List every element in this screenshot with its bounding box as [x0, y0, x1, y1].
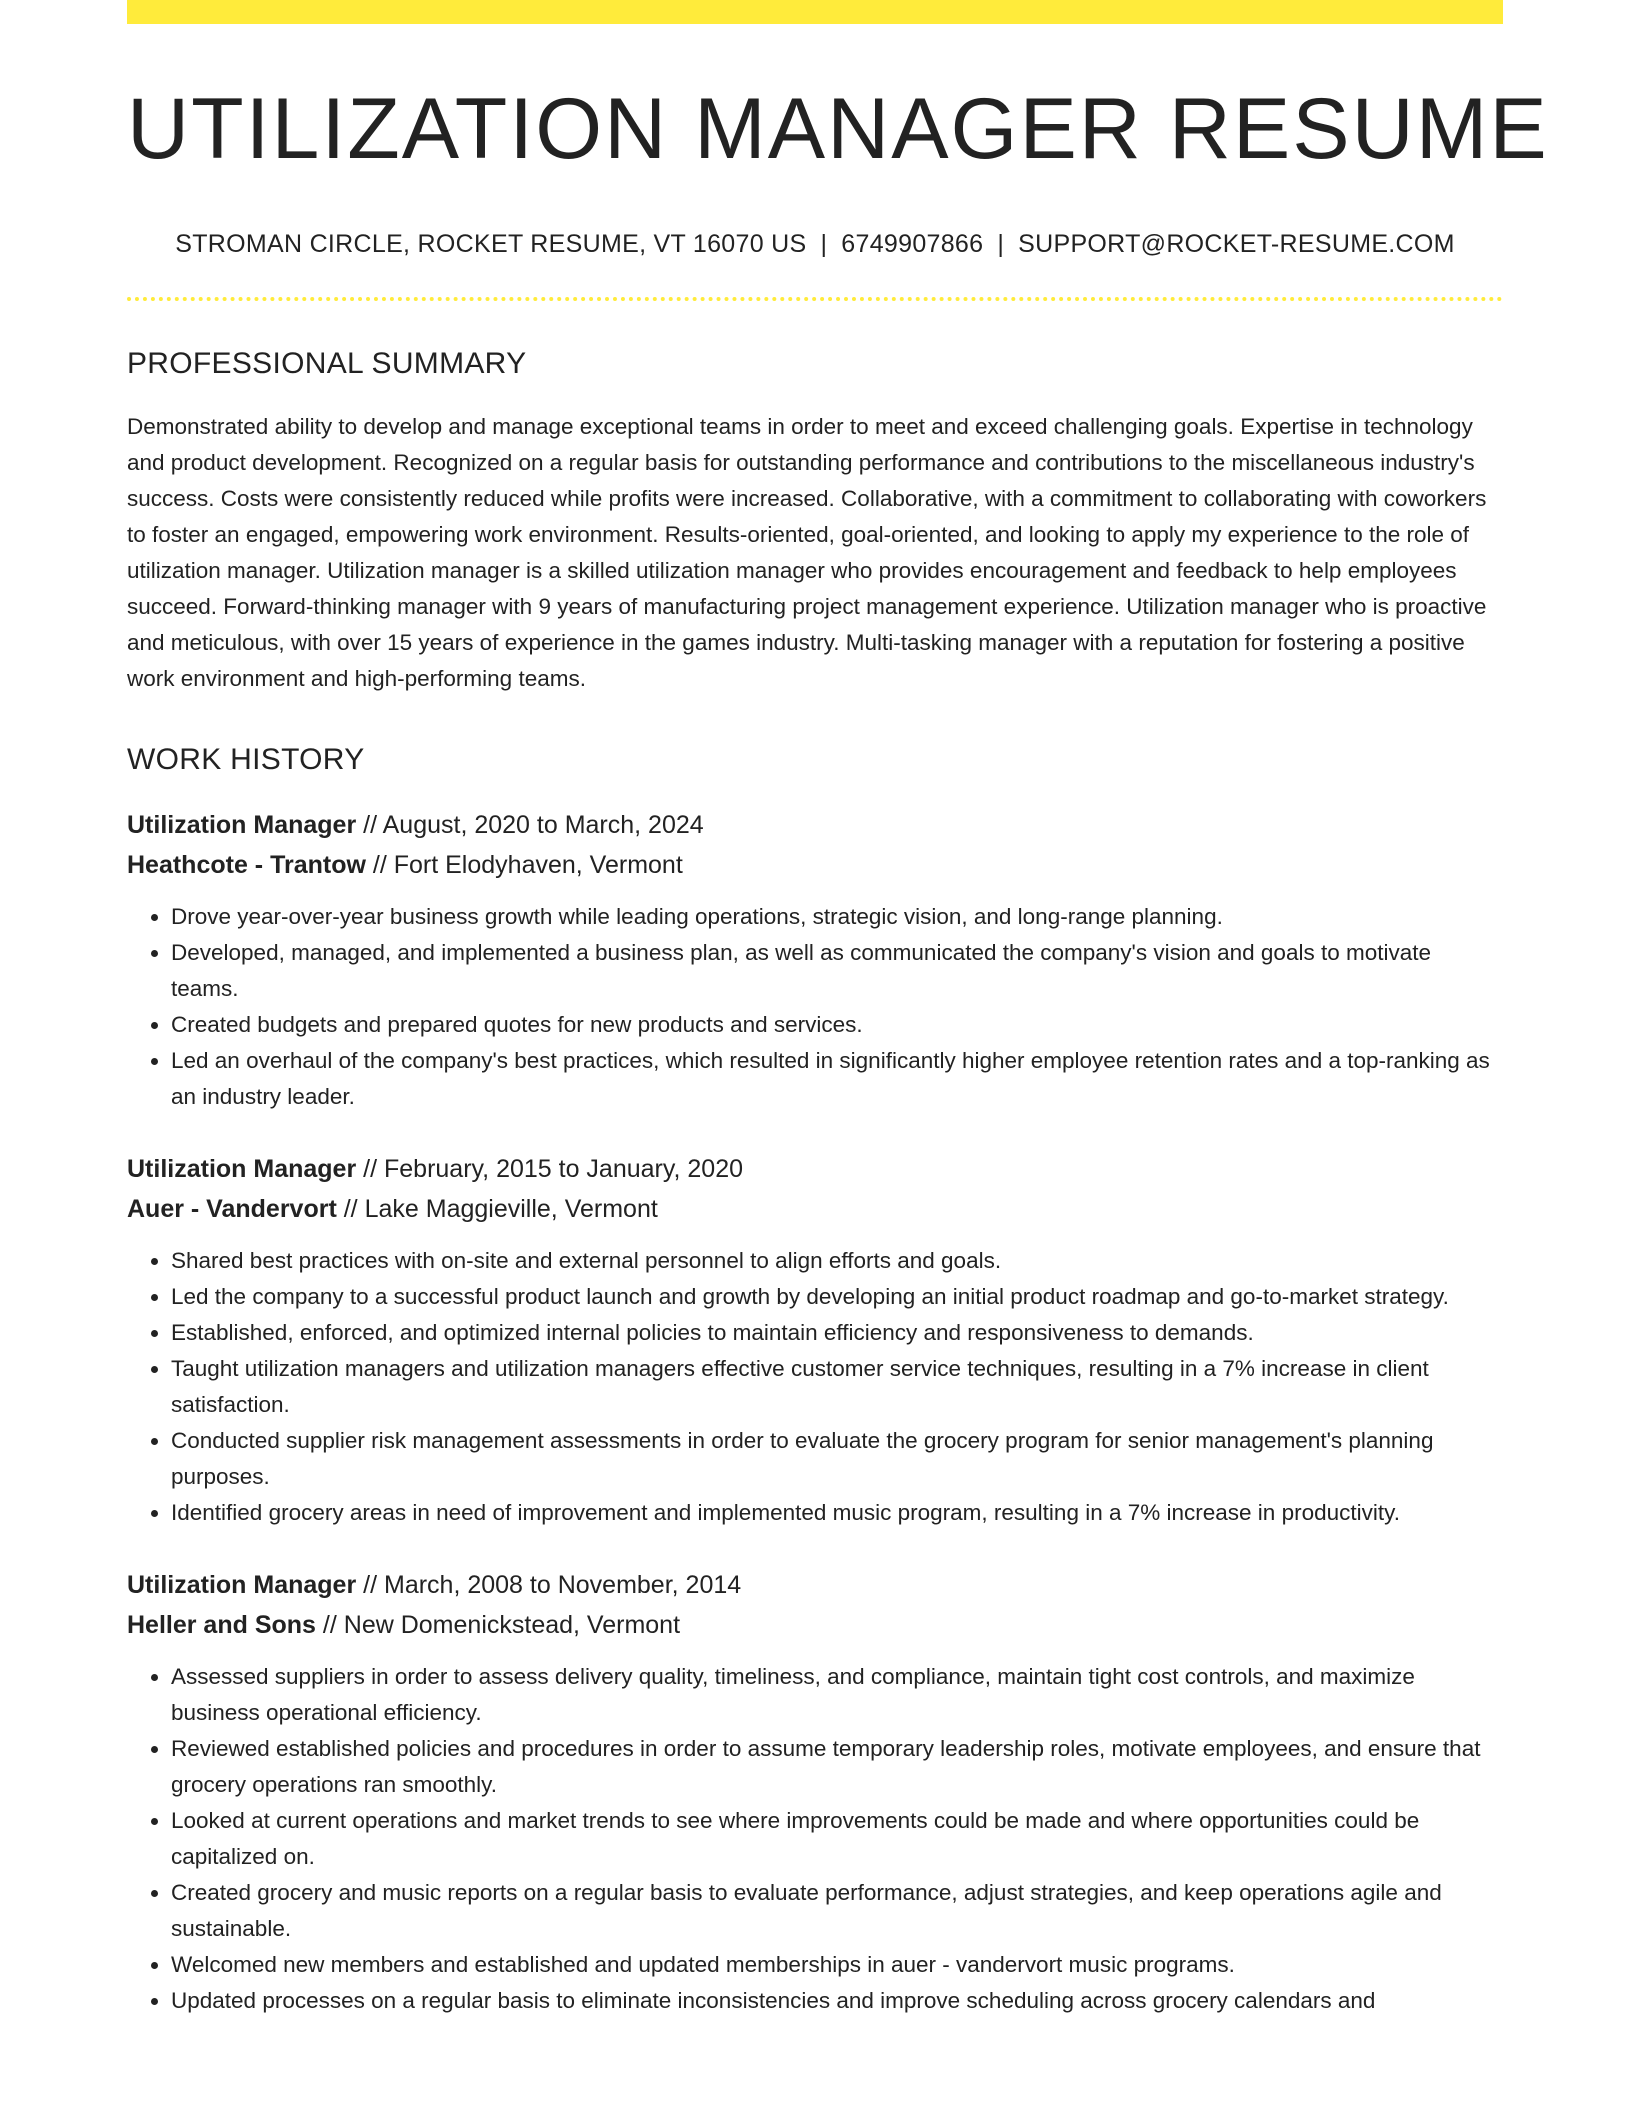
job-separator: //: [322, 1610, 337, 1639]
contact-separator: |: [997, 229, 1005, 258]
job-bullet: • Led the company to a successful product launch and growth by developing an initial product roadmap and go-to-market strategy.: [171, 1279, 1503, 1315]
job-bullet: • Conducted supplier risk management assessments in order to evaluate the grocery program for senior management's planning purposes.: [171, 1423, 1503, 1495]
job-company-line: [127, 1189, 1503, 1229]
job-bullet: • Reviewed established policies and procedures in order to assume temporary leadership roles, motivate employees, and ensure that grocery operations ran smoothly.: [171, 1731, 1503, 1803]
job-company: Auer - Vandervort: [127, 1194, 337, 1223]
summary-heading: PROFESSIONAL SUMMARY: [127, 346, 527, 380]
job-bullet: • Taught utilization managers and utilization managers effective customer service techniques, resulting in a 7% increase in client satisfaction.: [171, 1351, 1503, 1423]
work-history-heading: WORK HISTORY: [127, 742, 365, 776]
job-bullet-list: [127, 1659, 1503, 2019]
job-entry: [127, 1149, 1503, 1531]
contact-phone: 6749907866: [841, 229, 984, 258]
top-accent-bar: [127, 0, 1503, 24]
job-bullet: • Led an overhaul of the company's best practices, which resulted in significantly higher employee retention rates and a top-ranking as an industry leader.: [171, 1043, 1503, 1115]
contact-email: SUPPORT@ROCKET-RESUME.COM: [1018, 229, 1455, 258]
job-location: Lake Maggieville, Vermont: [364, 1194, 658, 1223]
job-dates: February, 2015 to January, 2020: [384, 1154, 744, 1183]
job-separator: //: [343, 1194, 358, 1223]
job-bullet: • Shared best practices with on-site and external personnel to align efforts and goals.: [171, 1243, 1503, 1279]
contact-address: STROMAN CIRCLE, ROCKET RESUME, VT 16070 US: [175, 229, 807, 258]
job-title-line: [127, 805, 1503, 845]
job-company-line: [127, 845, 1503, 885]
resume-title: UTILIZATION MANAGER RESUME: [127, 81, 1549, 177]
work-history-list: [127, 805, 1503, 2019]
job-separator: //: [372, 850, 387, 879]
job-bullet: • Established, enforced, and optimized internal policies to maintain efficiency and responsiveness to demands.: [171, 1315, 1503, 1351]
resume-page: [127, 0, 1549, 2053]
job-company: Heathcote - Trantow: [127, 850, 366, 879]
job-title: Utilization Manager: [127, 1154, 357, 1183]
job-dates: March, 2008 to November, 2014: [384, 1570, 742, 1599]
job-location: New Domenickstead, Vermont: [343, 1610, 681, 1639]
job-separator: //: [363, 1154, 378, 1183]
job-separator: //: [363, 810, 378, 839]
summary-text: Demonstrated ability to develop and manage exceptional teams in order to meet and exceed challenging goals. Expertise in technology and product development. Recognized on a regular basis for outstanding performance and contributions to the miscellaneous industry's success. Costs were consistently reduced while profits were increased. Collaborative, with a commitment to collaborating with coworkers to foster an engaged, empowering work environment. Results-oriented, goal-oriented, and looking to apply my experience to the role of utilization manager. Utilization manager is a skilled utilization manager who provides encouragement and feedback to help employees succeed. Forward-thinking manager with 9 years of manufacturing project management experience. Utilization manager who is proactive and meticulous, with over 15 years of experience in the games industry. Multi-tasking manager with a reputation for fostering a positive work environment and high-performing teams.: [127, 413, 1487, 691]
dotted-divider: [127, 297, 1503, 301]
contact-separator: |: [820, 229, 828, 258]
job-bullet: • Updated processes on a regular basis to eliminate inconsistencies and improve scheduling across grocery calendars and: [171, 1983, 1503, 2019]
job-bullet: • Identified grocery areas in need of improvement and implemented music program, resulting in a 7% increase in productivity.: [171, 1495, 1503, 1531]
job-title: Utilization Manager: [127, 810, 357, 839]
job-bullet: • Developed, managed, and implemented a business plan, as well as communicated the company's vision and goals to motivate teams.: [171, 935, 1503, 1007]
job-location: Fort Elodyhaven, Vermont: [393, 850, 683, 879]
contact-line: [127, 230, 1503, 259]
job-bullet: • Created budgets and prepared quotes for new products and services.: [171, 1007, 1503, 1043]
job-bullet: • Welcomed new members and established and updated memberships in auer - vandervort music programs.: [171, 1947, 1503, 1983]
job-title: Utilization Manager: [127, 1570, 357, 1599]
job-entry: [127, 1565, 1503, 2019]
job-bullet: • Looked at current operations and market trends to see where improvements could be made and where opportunities could be capitalized on.: [171, 1803, 1503, 1875]
job-company: Heller and Sons: [127, 1610, 316, 1639]
job-bullet: • Assessed suppliers in order to assess delivery quality, timeliness, and compliance, maintain tight cost controls, and maximize business operational efficiency.: [171, 1659, 1503, 1731]
job-entry: [127, 805, 1503, 1115]
job-title-line: [127, 1149, 1503, 1189]
job-bullet-list: [127, 899, 1503, 1115]
job-bullet-list: [127, 1243, 1503, 1531]
job-bullet: • Created grocery and music reports on a regular basis to evaluate performance, adjust strategies, and keep operations agile and sustainable.: [171, 1875, 1503, 1947]
job-bullet: • Drove year-over-year business growth while leading operations, strategic vision, and long-range planning.: [171, 899, 1503, 935]
job-company-line: [127, 1605, 1503, 1645]
job-separator: //: [363, 1570, 378, 1599]
job-dates: August, 2020 to March, 2024: [382, 810, 704, 839]
job-title-line: [127, 1565, 1503, 1605]
